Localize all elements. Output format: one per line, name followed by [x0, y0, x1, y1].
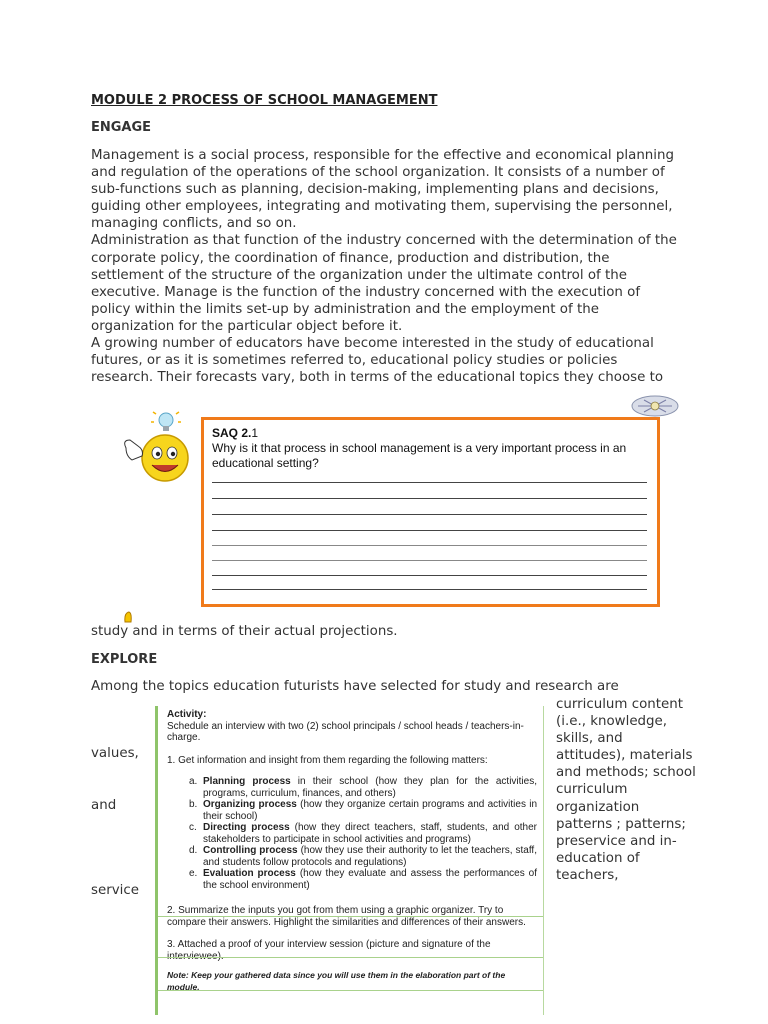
item-text [203, 845, 537, 868]
answer-line[interactable] [212, 514, 647, 515]
fragment-values: values, [91, 746, 139, 761]
saq-content [212, 426, 647, 471]
answer-line[interactable] [212, 530, 647, 531]
explore-intro: Among the topics education futurists have selected for study and research are [91, 679, 619, 694]
activity-note: Note: Keep your gathered data since you will use them in the elaboration part of the module. [167, 970, 506, 992]
item-letter: c. [189, 822, 197, 833]
answer-line[interactable] [212, 560, 647, 561]
item-text [203, 868, 537, 891]
item-desc: (how they evaluate and assess the performances of the school environment) [203, 868, 538, 891]
item-term: Directing process [203, 822, 290, 833]
engage-heading: ENGAGE [91, 120, 152, 135]
item-text [203, 799, 537, 822]
item-letter: d. [189, 845, 198, 856]
item-desc: (how they direct teachers, staff, students, and other stakeholders to participate in school activities and programs) [203, 822, 537, 845]
activity-item [189, 799, 537, 822]
item-term: Planning process [203, 776, 291, 787]
saq-box [201, 417, 660, 607]
activity-item [189, 822, 537, 845]
orange-mark-icon [122, 611, 134, 623]
explore-side-text: curriculum content (i.e., knowledge, skills, and attitudes), materials and methods; school curriculum organization patterns ; patterns; preservice and in-education of teachers, [556, 697, 696, 883]
activity-box [155, 706, 544, 1015]
fragment-service: service [91, 883, 139, 898]
fragment-and: and [91, 798, 117, 813]
activity-content [167, 709, 537, 993]
item-desc: (how they use their authority to let the teachers, staff, and students follow protocols and regulations) [203, 845, 537, 868]
item-term: Controlling process [203, 845, 298, 856]
activity-step-2: 2. Summarize the inputs you got from them using a graphic organizer. Try to compare their answers. Highlight the similarities and differences of their answers. [167, 905, 526, 928]
activity-divider [158, 957, 543, 958]
engage-paragraph-2: Administration as that function of the industry concerned with the determination of the corporate policy, the coordination of finance, production and distribution, the settlement of the structure of the organization under the ultimate control of the executive. Manage is the function of the industry concerned with the execution of policy within the limits set-up by administration and the employment of the organization for the particular object before it. [91, 233, 677, 334]
item-text [203, 776, 537, 799]
item-term: Organizing process [203, 799, 297, 810]
saq-header [212, 426, 647, 441]
item-term: Evaluation process [203, 868, 296, 879]
item-desc: (how they organize certain programs and activities in their school) [203, 799, 538, 822]
explore-heading: EXPLORE [91, 652, 158, 667]
saq-label: SAQ 2. [212, 426, 252, 440]
activity-heading: Activity: [167, 709, 207, 720]
activity-intro: Schedule an interview with two (2) school principals / school heads / teachers-in-charge. [167, 720, 524, 743]
activity-step-3: 3. Attached a proof of your interview session (picture and signature of the interviewee). [167, 939, 491, 962]
engage-paragraph-3: A growing number of educators have become interested in the study of educational futures, or as it is sometimes referred to, educational policy studies or policies research. Their forecasts vary, both in terms of the educational topics they choose to [91, 336, 664, 386]
saq-number: 1 [251, 426, 259, 440]
module-title: MODULE 2 PROCESS OF SCHOOL MANAGEMENT [91, 93, 438, 108]
item-letter: e. [189, 868, 198, 879]
activity-items [167, 776, 537, 891]
item-letter: b. [189, 799, 198, 810]
answer-line[interactable] [212, 498, 647, 499]
item-desc: in their school (how they plan for the activities, programs, curriculum, finances, and others) [203, 776, 537, 799]
item-text [203, 822, 537, 845]
engage-paragraph-1: Management is a social process, responsible for the effective and economical planning and regulation of the operations of the school organization. It consists of a number of sub-functions such as planning, decision-making, implementing plans and decisions, guiding other employees, integrating and motivating them, supervising the personnel, managing conflicts, and so on. [91, 148, 674, 232]
activity-divider [158, 916, 543, 917]
engage-continuation: study and in terms of their actual projections. [91, 624, 398, 639]
item-letter: a. [189, 776, 198, 787]
decorative-emblem-icon [630, 393, 680, 419]
activity-item [189, 776, 537, 799]
activity-item [189, 845, 537, 868]
answer-line[interactable] [212, 545, 647, 546]
engage-body [91, 147, 681, 386]
smiley-idea-icon [118, 410, 198, 490]
answer-line[interactable] [212, 482, 647, 483]
activity-step-1: 1. Get information and insight from them regarding the following matters: [167, 754, 488, 766]
activity-item [189, 868, 537, 891]
activity-divider [158, 990, 543, 991]
answer-line[interactable] [212, 575, 647, 576]
saq-question: Why is it that process in school management is a very important process in an educational setting? [212, 441, 627, 470]
answer-line[interactable] [212, 589, 647, 590]
